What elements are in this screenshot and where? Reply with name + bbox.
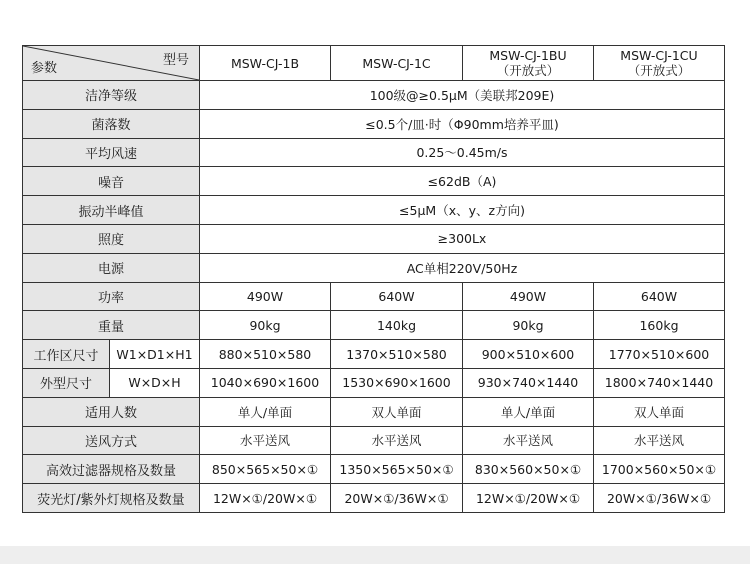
param-corner-label: 参数 bbox=[31, 61, 58, 76]
value-cell: 640W bbox=[331, 282, 463, 311]
value-cell: 900×510×600 bbox=[463, 340, 594, 369]
value-cell: 单人/单面 bbox=[463, 397, 594, 426]
value-cell: 12W×①/20W×① bbox=[463, 484, 594, 513]
merged-value: ≥300Lx bbox=[200, 224, 725, 253]
spec-row bbox=[23, 311, 725, 340]
value-cell: 930×740×1440 bbox=[463, 368, 594, 397]
value-cell: 12W×①/20W×① bbox=[200, 484, 331, 513]
row-label: 适用人数 bbox=[23, 397, 200, 426]
spec-row bbox=[23, 368, 725, 397]
value-cell: 水平送风 bbox=[331, 426, 463, 455]
value-cell: 水平送风 bbox=[463, 426, 594, 455]
value-cell: 830×560×50×① bbox=[463, 455, 594, 484]
merged-value: ≤5μM（x、y、z方向) bbox=[200, 196, 725, 225]
merged-value: AC单相220V/50Hz bbox=[200, 253, 725, 282]
spec-row bbox=[23, 109, 725, 138]
header-row bbox=[23, 46, 725, 81]
value-cell: 双人单面 bbox=[594, 397, 725, 426]
spec-row bbox=[23, 196, 725, 225]
bottom-band bbox=[0, 546, 750, 564]
value-cell: 90kg bbox=[463, 311, 594, 340]
spec-row bbox=[23, 282, 725, 311]
model-header-4: MSW-CJ-1CU （开放式） bbox=[594, 46, 725, 81]
spec-row bbox=[23, 397, 725, 426]
spec-row bbox=[23, 253, 725, 282]
row-label: 平均风速 bbox=[23, 138, 200, 167]
value-cell: 850×565×50×① bbox=[200, 455, 331, 484]
model-corner-label: 型号 bbox=[162, 53, 189, 68]
spec-row bbox=[23, 138, 725, 167]
row-label: 菌落数 bbox=[23, 109, 200, 138]
value-cell: 1530×690×1600 bbox=[331, 368, 463, 397]
value-cell: 490W bbox=[200, 282, 331, 311]
model-header-1: MSW-CJ-1B bbox=[200, 46, 331, 81]
corner-header-cell bbox=[23, 46, 200, 81]
row-label: 重量 bbox=[23, 311, 200, 340]
row-label: 功率 bbox=[23, 282, 200, 311]
row-label: 振动半峰值 bbox=[23, 196, 200, 225]
merged-value: 0.25～0.45m/s bbox=[200, 138, 725, 167]
value-cell: 单人/单面 bbox=[200, 397, 331, 426]
value-cell: 1800×740×1440 bbox=[594, 368, 725, 397]
row-label: 外型尺寸 bbox=[23, 368, 110, 397]
value-cell: 1350×565×50×① bbox=[331, 455, 463, 484]
value-cell: 90kg bbox=[200, 311, 331, 340]
value-cell: 1040×690×1600 bbox=[200, 368, 331, 397]
row-label: 照度 bbox=[23, 224, 200, 253]
merged-value: 100级@≥0.5μM（美联邦209E) bbox=[200, 81, 725, 110]
row-label: 送风方式 bbox=[23, 426, 200, 455]
merged-value: ≤0.5个/皿·时（Φ90mm培养平皿) bbox=[200, 109, 725, 138]
value-cell: 20W×①/36W×① bbox=[594, 484, 725, 513]
spec-row bbox=[23, 224, 725, 253]
value-cell: 490W bbox=[463, 282, 594, 311]
value-cell: 1700×560×50×① bbox=[594, 455, 725, 484]
value-cell: 20W×①/36W×① bbox=[331, 484, 463, 513]
value-cell: 160kg bbox=[594, 311, 725, 340]
spec-table bbox=[22, 45, 725, 513]
row-label: 电源 bbox=[23, 253, 200, 282]
row-label: 噪音 bbox=[23, 167, 200, 196]
spec-row bbox=[23, 167, 725, 196]
row-sublabel: W×D×H bbox=[110, 368, 200, 397]
model-header-2: MSW-CJ-1C bbox=[331, 46, 463, 81]
value-cell: 880×510×580 bbox=[200, 340, 331, 369]
row-label: 工作区尺寸 bbox=[23, 340, 110, 369]
value-cell: 140kg bbox=[331, 311, 463, 340]
spec-row bbox=[23, 426, 725, 455]
spec-row bbox=[23, 340, 725, 369]
spec-row bbox=[23, 81, 725, 110]
row-label: 洁净等级 bbox=[23, 81, 200, 110]
spec-row bbox=[23, 484, 725, 513]
row-sublabel: W1×D1×H1 bbox=[110, 340, 200, 369]
value-cell: 1370×510×580 bbox=[331, 340, 463, 369]
value-cell: 水平送风 bbox=[200, 426, 331, 455]
value-cell: 水平送风 bbox=[594, 426, 725, 455]
value-cell: 1770×510×600 bbox=[594, 340, 725, 369]
model-header-3: MSW-CJ-1BU （开放式） bbox=[463, 46, 594, 81]
value-cell: 640W bbox=[594, 282, 725, 311]
row-label: 高效过滤器规格及数量 bbox=[23, 455, 200, 484]
spec-row bbox=[23, 455, 725, 484]
row-label: 荧光灯/紫外灯规格及数量 bbox=[23, 484, 200, 513]
value-cell: 双人单面 bbox=[331, 397, 463, 426]
merged-value: ≤62dB（A) bbox=[200, 167, 725, 196]
